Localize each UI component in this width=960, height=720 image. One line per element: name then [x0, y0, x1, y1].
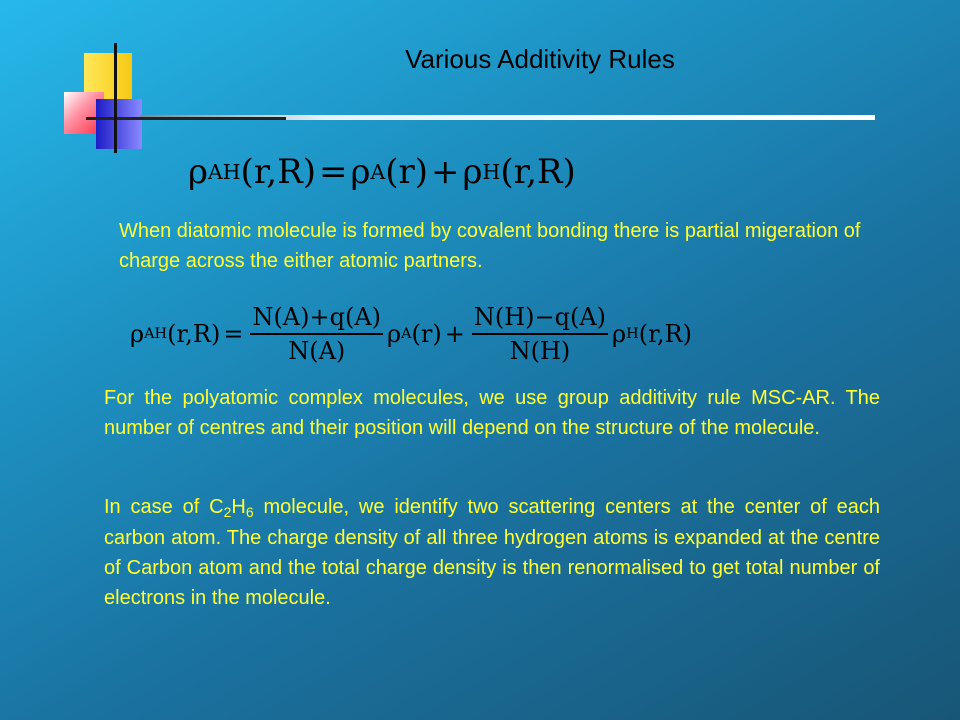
fraction-h-numerator: N(H)−q(A) — [472, 303, 608, 335]
subscript-h: H — [626, 326, 639, 342]
hydrogen-subscript: 6 — [245, 504, 254, 520]
slide-title: Various Additivity Rules — [405, 44, 675, 74]
blue-square-decoration — [96, 99, 142, 149]
arguments-r-R: (r,R) — [638, 320, 692, 348]
arguments-r: (r) — [385, 152, 429, 192]
subscript-ah: AH — [208, 160, 241, 184]
fraction-h-denominator: N(H) — [509, 337, 571, 365]
carbon-subscript: 2 — [223, 504, 232, 520]
equals-sign: = — [318, 152, 348, 192]
subscript-ah: AH — [144, 326, 168, 342]
fraction-a-numerator: N(A)+q(A) — [250, 303, 383, 335]
subscript-a: A — [401, 326, 412, 342]
plus-sign: + — [431, 152, 460, 192]
ethane-rest: molecule, we identify two scattering centers at the center of each carbon atom. The charge density of all three hydrogen atoms is expanded at the centre of Carbon atom and the total charge density is then renormalised to get total number of electrons in the molecule. — [104, 496, 880, 609]
paragraph-ethane — [104, 492, 880, 613]
paragraph-diatomic: When diatomic molecule is formed by covalent bonding there is partial migeration of charge across the either atomic partners. — [119, 220, 861, 272]
subscript-a: A — [370, 160, 386, 184]
hydrogen-symbol: H — [231, 496, 246, 518]
rho-symbol: ρ — [612, 320, 627, 348]
equals-sign: = — [223, 320, 244, 348]
fraction-a-denominator: N(A) — [288, 337, 346, 365]
subscript-h: H — [482, 160, 501, 184]
rho-symbol: ρ — [350, 152, 371, 192]
rho-symbol: ρ — [387, 320, 402, 348]
fraction-a — [250, 303, 383, 365]
arguments-r-R: (r,R) — [500, 152, 576, 192]
rho-symbol: ρ — [462, 152, 483, 192]
plus-sign: + — [444, 320, 465, 348]
ethane-prefix: In case of C — [104, 496, 224, 518]
rho-symbol: ρ — [130, 320, 145, 348]
arguments-r-R: (r,R) — [167, 320, 221, 348]
vertical-rule-decoration — [114, 43, 117, 153]
arguments-r: (r) — [411, 320, 442, 348]
formula-weighted-density — [130, 303, 692, 365]
arguments-r-R: (r,R) — [240, 152, 316, 192]
fraction-h — [472, 303, 608, 365]
formula-density-additivity — [188, 152, 576, 192]
paragraph-polyatomic: For the polyatomic complex molecules, we use group additivity rule MSC-AR. The number of centres and their position will depend on the structure of the molecule. — [104, 387, 880, 439]
rho-symbol: ρ — [188, 152, 208, 192]
